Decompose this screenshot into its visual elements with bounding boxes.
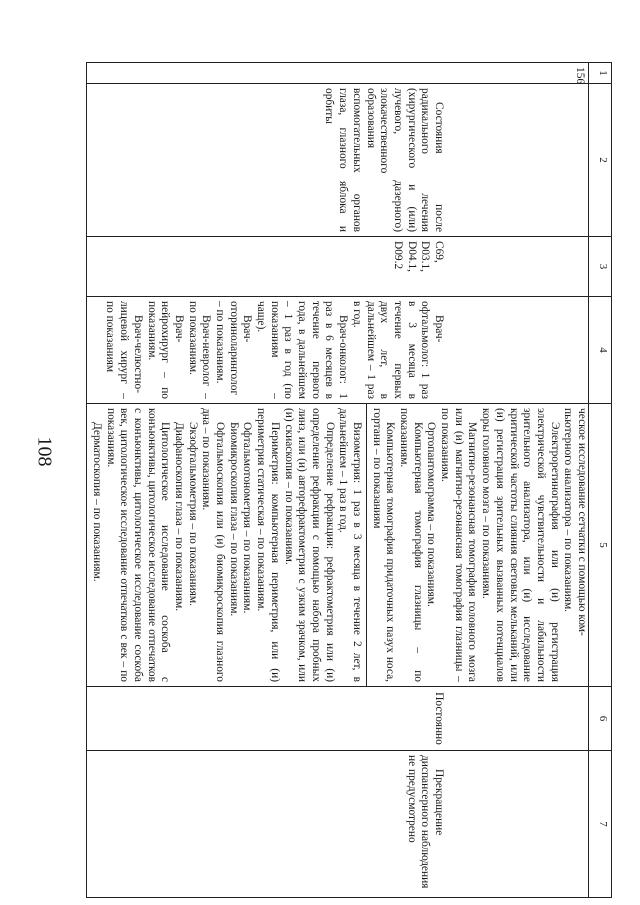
procedure-item: Диафаноскопия глаза – по показаниям. <box>173 422 186 612</box>
termination-text: Прекращение диспансерного наблюдения не предусмотрено <box>405 755 445 889</box>
continued-empty-space <box>445 88 586 232</box>
procedure-item: Компьютерная томография глазницы – по показаниям. <box>398 408 424 682</box>
procedure-item: Цитологическое исследование соскоба с конъюнктивы, цитологическое исследование отпечатков с конъюнктивы, цитологическое исследование соскоба век, цитологическое исследование отпечатков с век – по показаниям. <box>104 408 172 682</box>
procedure-item: Магнитно-резонансная томография головного мозга или (и) магнитно-резонансная томография глазницы – по показаниям. <box>439 408 479 682</box>
codes-text: C69, D03.1, D04.1, D09.2 <box>391 241 445 273</box>
specialist-item: Врач-невролог – по показаниям. <box>186 301 213 399</box>
procedure-item: Биомикроскопия глаза – по показаниям. <box>227 422 240 617</box>
specialist-item: Врач-офтальмолог: 1 раз в 3 месяца в течение первых двух лет, в дальнейшем – 1 раз в год. <box>350 301 445 399</box>
header-row <box>589 63 612 898</box>
procedure-item: Электроретинография или (и) регистрация электрической чувствительности и лабильности зрительного анализатора, или (и) исследование критической частоты слияния световых мельканий, или (и) регистрация зрительных вызванных потенциалов коры головного мозга – по показаниям. <box>480 408 561 682</box>
procedure-item: Визометрия: 1 раз в 3 месяца в течение 2 лет, в дальнейшем – 1 раз в год. <box>337 408 363 682</box>
specialist-item: Врач-нейрохирург – по показаниям. <box>145 301 185 399</box>
procedure-item: Дерматоскопия – по показаниям. <box>90 422 103 582</box>
procedures-cell <box>87 404 589 687</box>
specialist-item: Врач-оториноларинголог – по показаниям. <box>214 301 254 396</box>
procedure-item: Экзофтальмометрия – по показаниям. <box>186 422 199 606</box>
col-header-1: 1 <box>589 63 612 84</box>
row-number: 156 <box>87 63 589 84</box>
col-header-2: 2 <box>589 84 612 237</box>
procedure-item: Офтальмотонометрия – по показаниям. <box>241 422 254 614</box>
continued-procedures <box>366 404 588 686</box>
continued-empty-space <box>445 301 586 399</box>
rotated-table-wrapper <box>90 62 612 897</box>
duration-text: Постоянно <box>433 692 445 745</box>
specialists-cell <box>87 297 589 404</box>
procedure-item: Офтальмоскопия или (и) биомикроскопия глазного дна – по показаниям. <box>200 408 227 682</box>
continued-empty-space <box>445 241 586 292</box>
condition-text: Состояния после радикального лечения (хирургического и (или) лучевого, дазерного) злокачественного образования вспомогательных органов глаза, глазного яблока и орбиты <box>323 88 445 232</box>
col-header-3: 3 <box>589 237 612 297</box>
procedure-item: Компьютерная томография придаточных пазух носа, гортани – по показаниям <box>370 408 397 682</box>
specialist-item: Врач-челюстно-лицевой хирург – по показаниям <box>104 301 144 399</box>
duration-cell <box>87 687 589 751</box>
condition-cell <box>87 84 589 237</box>
continued-empty-space <box>445 691 586 746</box>
codes-cell <box>87 237 589 297</box>
termination-cell <box>87 751 589 898</box>
col-header-5: 5 <box>589 404 612 687</box>
procedure-item: пьютерного анализатора – по показаниям. <box>562 408 575 613</box>
dispensary-table <box>86 62 612 898</box>
col-header-7: 7 <box>589 751 612 898</box>
col-header-6: 6 <box>589 687 612 751</box>
continued-empty-space <box>445 755 586 893</box>
procedure-item: Периметрия: компьютерная периметрия, или (и) периметрия статическая – по показаниям. <box>255 408 281 682</box>
specialist-item: Врач-онколог: 1 раз в 6 месяцев в течение первого года, в дальнейшем – 1 раз в год (по показаниям – чаще). <box>255 301 350 399</box>
table-row <box>87 63 589 898</box>
procedure-item: Ортопантомограмма – по показаниям. <box>425 422 438 607</box>
page-number: 108 <box>33 436 56 467</box>
col-header-4: 4 <box>589 297 612 404</box>
procedure-item: ческое исследование сетчатки с помощью ком- <box>576 408 588 636</box>
procedure-item: Определение рефракции: рефрактометрия или (и) определение рефракции с помощью набора пробных линз, или (и) авторефрактометрия с узким зрачком, или (и) скиаскопия – по показаниям. <box>282 408 336 682</box>
